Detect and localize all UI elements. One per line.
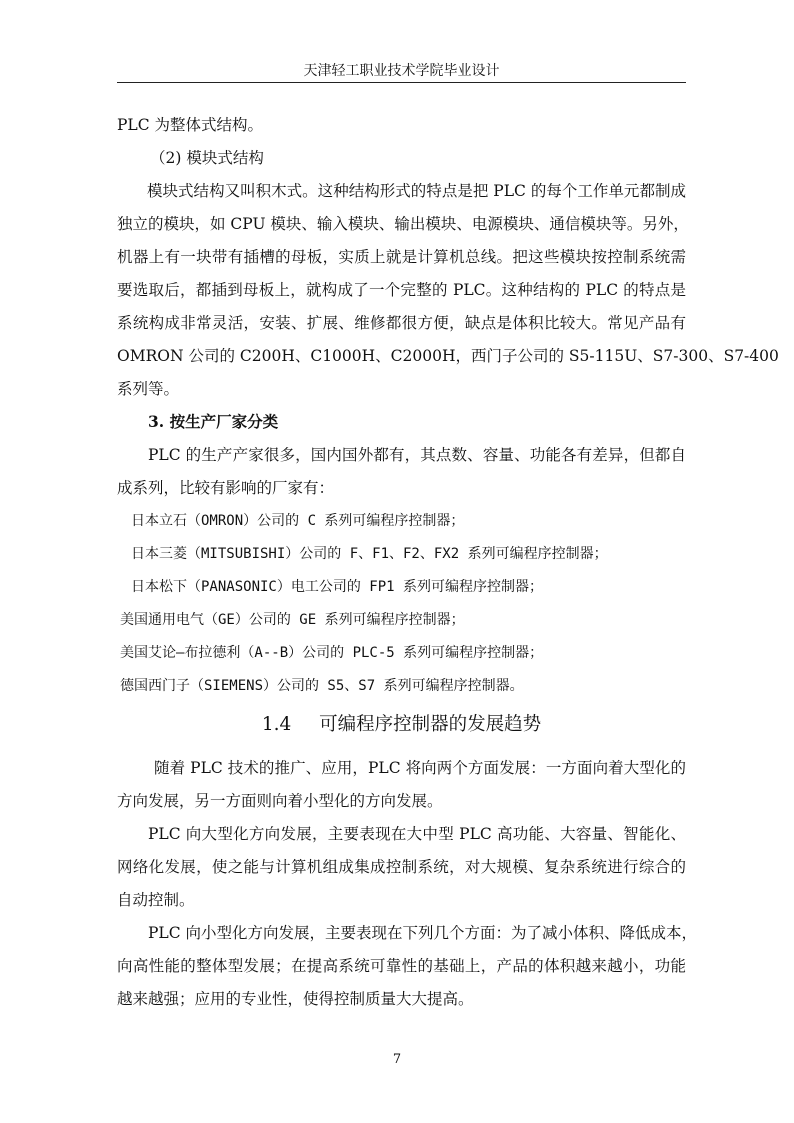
- text-line: 系列等。: [117, 380, 180, 398]
- page-header: 天津轻工职业技术学院毕业设计: [303, 63, 500, 79]
- page-number: 7: [392, 1052, 402, 1067]
- text-line: 系统构成非常灵活，安装、扩展、维修都很方便，缺点是体积比较大。常见产品有: [117, 314, 686, 332]
- manufacturer-item: 日本三菱（MITSUBISHI）公司的 F、F1、F2、FX2 系列可编程序控制器；: [131, 546, 608, 562]
- text-line: 网络化发展，使之能与计算机组成集成控制系统，对大规模、复杂系统进行综合的: [117, 858, 686, 876]
- text-line: PLC 的生产产家很多，国内国外都有，其点数、容量、功能各有差异，但都自: [148, 446, 686, 464]
- text-line: 模块式结构又叫积木式。这种结构形式的特点是把 PLC 的每个工作单元都制成: [147, 182, 686, 200]
- manufacturer-item: 日本松下（PANASONIC）电工公司的 FP1 系列可编程序控制器；: [131, 579, 544, 595]
- text-line: 越来越强；应用的专业性，使得控制质量大大提高。: [117, 990, 474, 1008]
- category-heading: 3. 按生产厂家分类: [148, 412, 279, 431]
- header-rule: [117, 82, 686, 83]
- section-heading: [117, 710, 686, 736]
- text-line: PLC 向小型化方向发展，主要表现在下列几个方面：为了减小体积、降低成本，: [148, 924, 698, 942]
- section-number: 1.4: [261, 714, 292, 735]
- text-line: 机器上有一块带有插槽的母板，实质上就是计算机总线。把这些模块按控制系统需: [117, 248, 686, 266]
- subsection-title: （2) 模块式结构: [150, 149, 264, 167]
- text-line: 独立的模块，如 CPU 模块、输入模块、输出模块、电源模块、通信模块等。另外，: [117, 215, 689, 233]
- text-line: PLC 为整体式结构。: [117, 116, 264, 134]
- text-line: 自动控制。: [117, 891, 195, 909]
- text-line: 向高性能的整体型发展；在提高系统可靠性的基础上，产品的体积越来越小，功能: [117, 957, 686, 975]
- text-line: PLC 向大型化方向发展，主要表现在大中型 PLC 高功能、大容量、智能化、: [148, 825, 686, 843]
- manufacturer-item: 美国通用电气（GE）公司的 GE 系列可编程序控制器；: [120, 612, 465, 628]
- manufacturer-item: 德国西门子（SIEMENS）公司的 S5、S7 系列可编程序控制器。: [120, 678, 524, 694]
- text-line: OMRON 公司的 C200H、C1000H、C2000H，西门子公司的 S5-115U、S7-300、S7-400: [117, 347, 779, 365]
- section-title: 可编程序控制器的发展趋势: [319, 714, 542, 735]
- text-line: 方向发展，另一方面则向着小型化的方向发展。: [117, 792, 443, 810]
- text-line: 随着 PLC 技术的推广、应用，PLC 将向两个方面发展：一方面向着大型化的: [154, 759, 686, 777]
- text-line: 成系列，比较有影响的厂家有：: [117, 479, 335, 497]
- manufacturer-item: 日本立石（OMRON）公司的 C 系列可编程序控制器；: [131, 513, 465, 529]
- manufacturer-item: 美国艾论—布拉德利（A--B）公司的 PLC-5 系列可编程序控制器；: [120, 645, 544, 661]
- text-line: 要选取后，都插到母板上，就构成了一个完整的 PLC。这种结构的 PLC 的特点是: [117, 281, 686, 299]
